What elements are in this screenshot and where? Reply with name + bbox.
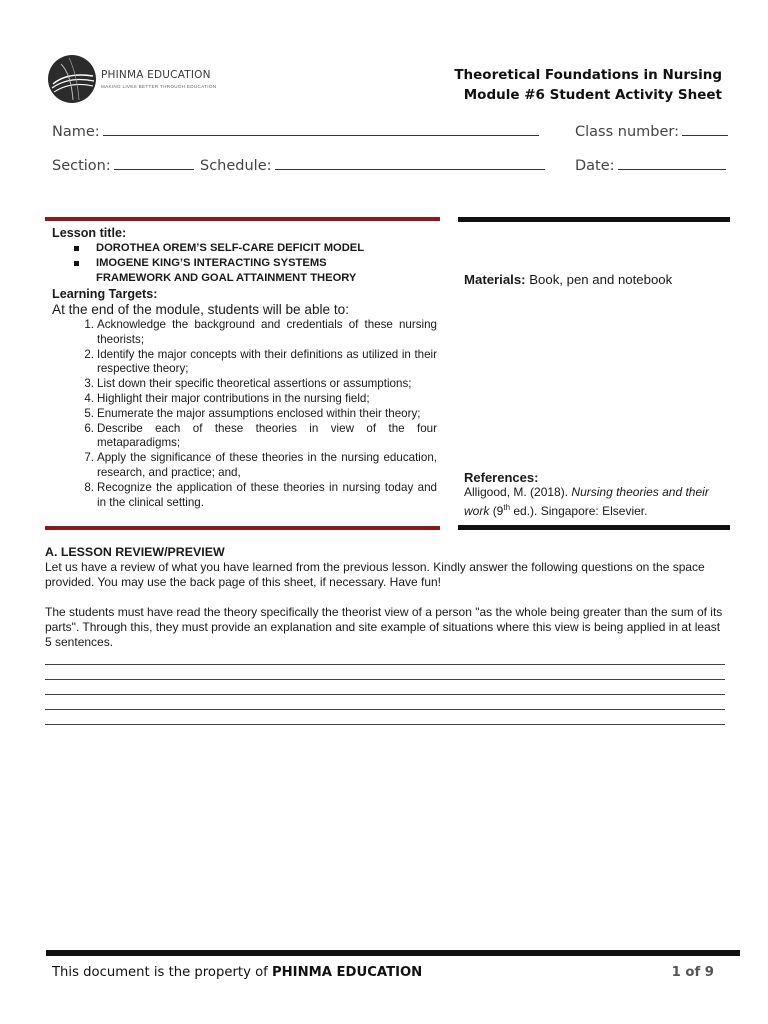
logo-brand: PHINMA EDUCATION [101, 69, 211, 81]
module-title: Module #6 Student Activity Sheet [463, 87, 722, 103]
date-field[interactable] [575, 155, 726, 174]
footer-ownership: This document is the property of PHINMA EDUCATION [52, 965, 423, 980]
section-a-heading: A. LESSON REVIEW/PREVIEW [45, 545, 225, 559]
answer-line[interactable] [45, 695, 725, 710]
footer-bar [46, 950, 740, 956]
learning-targets-intro: At the end of the module, students will be able to: [52, 302, 349, 317]
footer-owner: PHINMA EDUCATION [271, 965, 423, 980]
section-label: Section: [52, 158, 111, 174]
name-field[interactable] [52, 121, 539, 140]
lesson-panel [52, 226, 437, 510]
lesson-title-list [52, 241, 437, 286]
references [464, 470, 729, 519]
answer-line[interactable] [45, 680, 725, 695]
learning-target-item: 6. Describe each of these theories in view of the four metaparadigms; [84, 421, 437, 450]
left-panel-bottom-bar [45, 526, 440, 530]
answer-line[interactable] [45, 710, 725, 725]
course-title: Theoretical Foundations in Nursing [454, 67, 722, 83]
learning-target-item: 8. Recognize the application of these theories in nursing today and in the clinical setting. [84, 480, 437, 509]
lesson-title-label: Lesson title: [52, 226, 127, 240]
lesson-title-item: IMOGENE KING’S INTERACTING SYSTEMS FRAMEWORK AND GOAL ATTAINMENT THEORY [74, 256, 376, 286]
schedule-label: Schedule: [200, 158, 272, 174]
lesson-title-item: DOROTHEA OREM’S SELF-CARE DEFICIT MODEL [74, 241, 437, 256]
schedule-line[interactable] [275, 155, 545, 170]
class-number-line[interactable] [682, 121, 728, 136]
learning-target-item: 1. Acknowledge the background and credentials of these nursing theorists; [84, 318, 437, 346]
schedule-field[interactable] [200, 155, 545, 174]
name-label: Name: [52, 124, 100, 140]
phinma-logo [47, 54, 217, 104]
section-a-question: The students must have read the theory specifically the theorist view of a person "as the whole being greater than the sum of its parts". Through this, they must provide an explanation and site example of situations where this view is being applied in at least 5 sentences. [45, 605, 723, 649]
section-a-instructions: Let us have a review of what you have learned from the previous lesson. Kindly answer the following questions on the space provided. You may use the back page of this sheet, if necessary. Have fun! [45, 560, 705, 589]
logo-tagline: MAKING LIVES BETTER THROUGH EDUCATION [101, 84, 217, 89]
learning-targets-label: Learning Targets: [52, 287, 158, 301]
bullet-icon [74, 246, 79, 251]
materials [464, 272, 672, 287]
materials-label: Materials: [464, 272, 526, 287]
phinma-globe-icon [47, 54, 97, 104]
page-number: 1 of 9 [671, 965, 714, 980]
class-number-label: Class number: [575, 124, 679, 140]
reference-entry: Alligood, M. (2018). Nursing theories and their work (9th ed.). Singapore: Elsevier. [464, 485, 709, 518]
right-panel-top-bar [458, 217, 730, 222]
learning-target-item: 3. List down their specific theoretical assertions or assumptions; [84, 377, 412, 391]
learning-target-item: 5. Enumerate the major assumptions enclosed within their theory; [84, 406, 421, 420]
learning-target-item: 4. Highlight their major contributions in the nursing field; [84, 391, 370, 405]
answer-line[interactable] [45, 650, 725, 665]
date-line[interactable] [618, 155, 726, 170]
materials-text: Book, pen and notebook [529, 272, 673, 287]
date-label: Date: [575, 158, 615, 174]
reference-book-title: Nursing theories and their work [464, 485, 709, 518]
left-panel-top-bar [45, 217, 440, 221]
class-number-field[interactable] [575, 121, 728, 140]
section-line[interactable] [114, 155, 194, 170]
answer-line[interactable] [45, 665, 725, 680]
right-panel-bottom-bar [458, 525, 730, 530]
section-field[interactable] [52, 155, 194, 174]
learning-targets-list [52, 318, 437, 510]
learning-target-item: 7. Apply the significance of these theories in the nursing education, research, and practice; and, [84, 451, 437, 479]
name-line[interactable] [103, 121, 539, 136]
references-label: References: [464, 470, 539, 485]
section-a [45, 545, 725, 725]
bullet-icon [74, 261, 79, 266]
learning-target-item: 2. Identify the major concepts with their definitions as utilized in their respective theory; [84, 347, 437, 376]
